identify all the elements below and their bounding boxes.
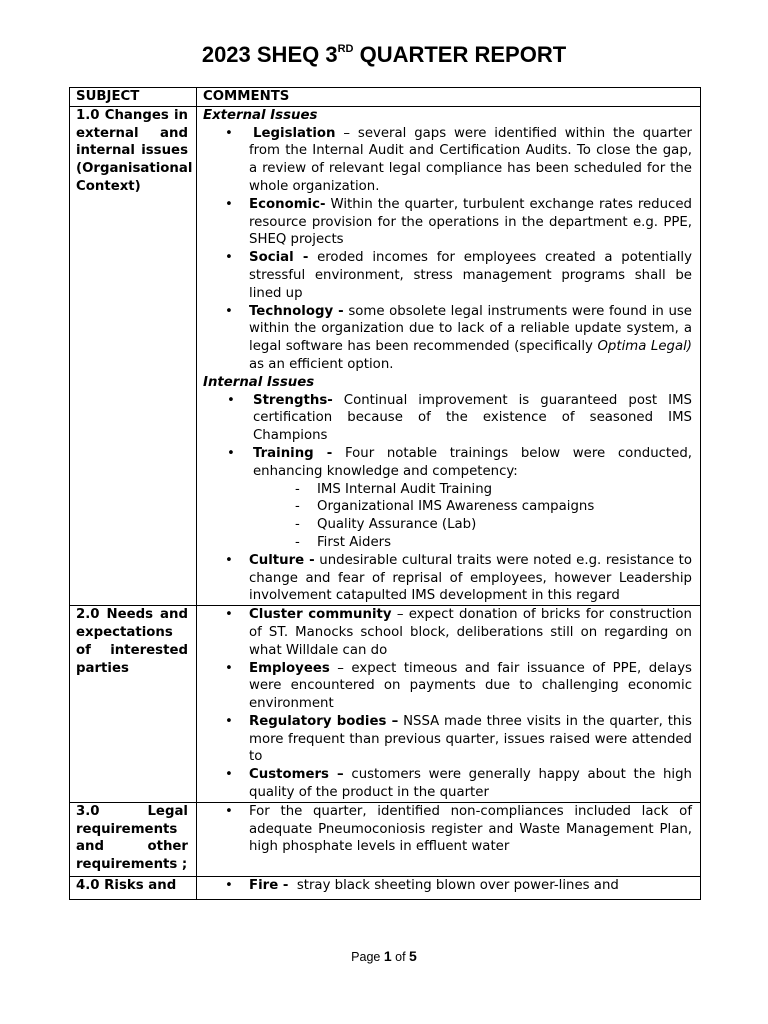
table-row (70, 802, 701, 876)
row-comments (197, 106, 701, 605)
legal-requirements-list (203, 803, 692, 856)
internal-issues-heading: Internal Issues (203, 374, 315, 390)
report-table (69, 87, 701, 900)
table-row (70, 877, 701, 900)
list-item: • Culture - undesirable cultural traits were noted e.g. resistance to change and fear of reprisal of employees, however Leadership involvement catapulted IMS development in this regard (225, 552, 692, 604)
row-comments (197, 606, 701, 803)
row-subject: 1.0 Changes in external and internal issues (Organisational Context) (70, 106, 197, 605)
list-item: • For the quarter, identified non-compliances included lack of adequate Pneumoconiosis register and Waste Management Plan, high phosphate levels in effluent water (225, 803, 692, 855)
list-item: • Cluster community – expect donation of bricks for construction of ST. Manocks school block, deliberations still on regarding on what Willdale can do (225, 607, 692, 658)
table-header-row (70, 88, 701, 107)
list-item: • Employees – expect timeous and fair issuance of PPE, delays were encountered on payments due to challenging economic environment (225, 660, 692, 712)
report-title: 2023 SHEQ 3RD QUARTER REPORT (201, 42, 567, 67)
external-issues-list (203, 125, 692, 374)
row-subject: 3.0 Legal requirements and other requirements ; (70, 802, 197, 876)
bullet-icon: • (225, 552, 233, 568)
bullet-icon: • (225, 803, 233, 819)
risks-list (203, 877, 692, 895)
row-subject: 4.0 Risks and (70, 877, 197, 900)
title-superscript: RD (337, 43, 354, 55)
list-item: • Fire - stray black sheeting blown over power-lines and (225, 878, 619, 894)
row-comments (197, 802, 701, 876)
trainings-list (203, 481, 692, 552)
table-row (70, 106, 701, 605)
bullet-icon: • (225, 303, 233, 319)
bullet-icon: • (225, 767, 233, 783)
list-item: - First Aiders (295, 534, 392, 550)
current-page-number: 1 (383, 948, 392, 964)
row-subject: 2.0 Needs and expectations of interested parties (70, 606, 197, 803)
list-item: • Social - eroded incomes for employees created a potentially stressful environment, stress management programs shall be lined up (225, 250, 692, 301)
bullet-icon: • (225, 125, 233, 141)
list-item: • Technology - some obsolete legal instruments were found in use within the organization due to lack of a reliable update system, a legal software has been recommended (specifically Optima Legal) as an efficient option. (225, 303, 692, 372)
list-item: • Legislation – several gaps were identified within the quarter from the Internal Audit and Certification Audits. To close the gap, a review of relevant legal compliance has been scheduled for the whole organization. (225, 125, 692, 194)
bullet-icon: • (225, 196, 233, 212)
bullet-icon: • (227, 392, 235, 408)
comments-header: COMMENTS (197, 88, 701, 107)
subject-header: SUBJECT (70, 88, 197, 107)
total-page-count: 5 (409, 948, 417, 964)
list-item: • Economic- Within the quarter, turbulent exchange rates reduced resource provision for the operations in the department e.g. PPE, SHEQ projects (225, 196, 692, 248)
bullet-icon: • (225, 878, 233, 894)
list-item: - Organizational IMS Awareness campaigns (295, 499, 595, 515)
list-item: • Strengths- Continual improvement is guaranteed post IMS certification because of the existence of seasoned IMS Champions (227, 392, 692, 444)
bullet-icon: • (227, 445, 235, 461)
list-item: • Training - Four notable trainings below were conducted, enhancing knowledge and competency: - IMS Internal Audit Training - Organizational IMS Awareness campaigns - Quality Assurance (Lab) - First Aiders (203, 445, 692, 552)
external-issues-heading: External Issues (203, 107, 318, 123)
internal-issues-list (203, 392, 692, 606)
list-item: - IMS Internal Audit Training (295, 481, 493, 497)
bullet-icon: • (225, 250, 233, 266)
bullet-icon: • (225, 607, 233, 623)
bullet-icon: • (225, 713, 233, 729)
list-item: • Customers – customers were generally happy about the high quality of the product in the quarter (225, 767, 692, 801)
interested-parties-list (203, 606, 692, 802)
list-item: • Regulatory bodies – NSSA made three visits in the quarter, this more frequent than previous quarter, issues raised were attended to (225, 713, 692, 765)
bullet-icon: • (225, 660, 233, 676)
table-row (70, 606, 701, 803)
page-footer: Page 1 of 5 (351, 948, 417, 964)
row-comments (197, 877, 701, 900)
list-item: - Quality Assurance (Lab) (295, 517, 477, 533)
